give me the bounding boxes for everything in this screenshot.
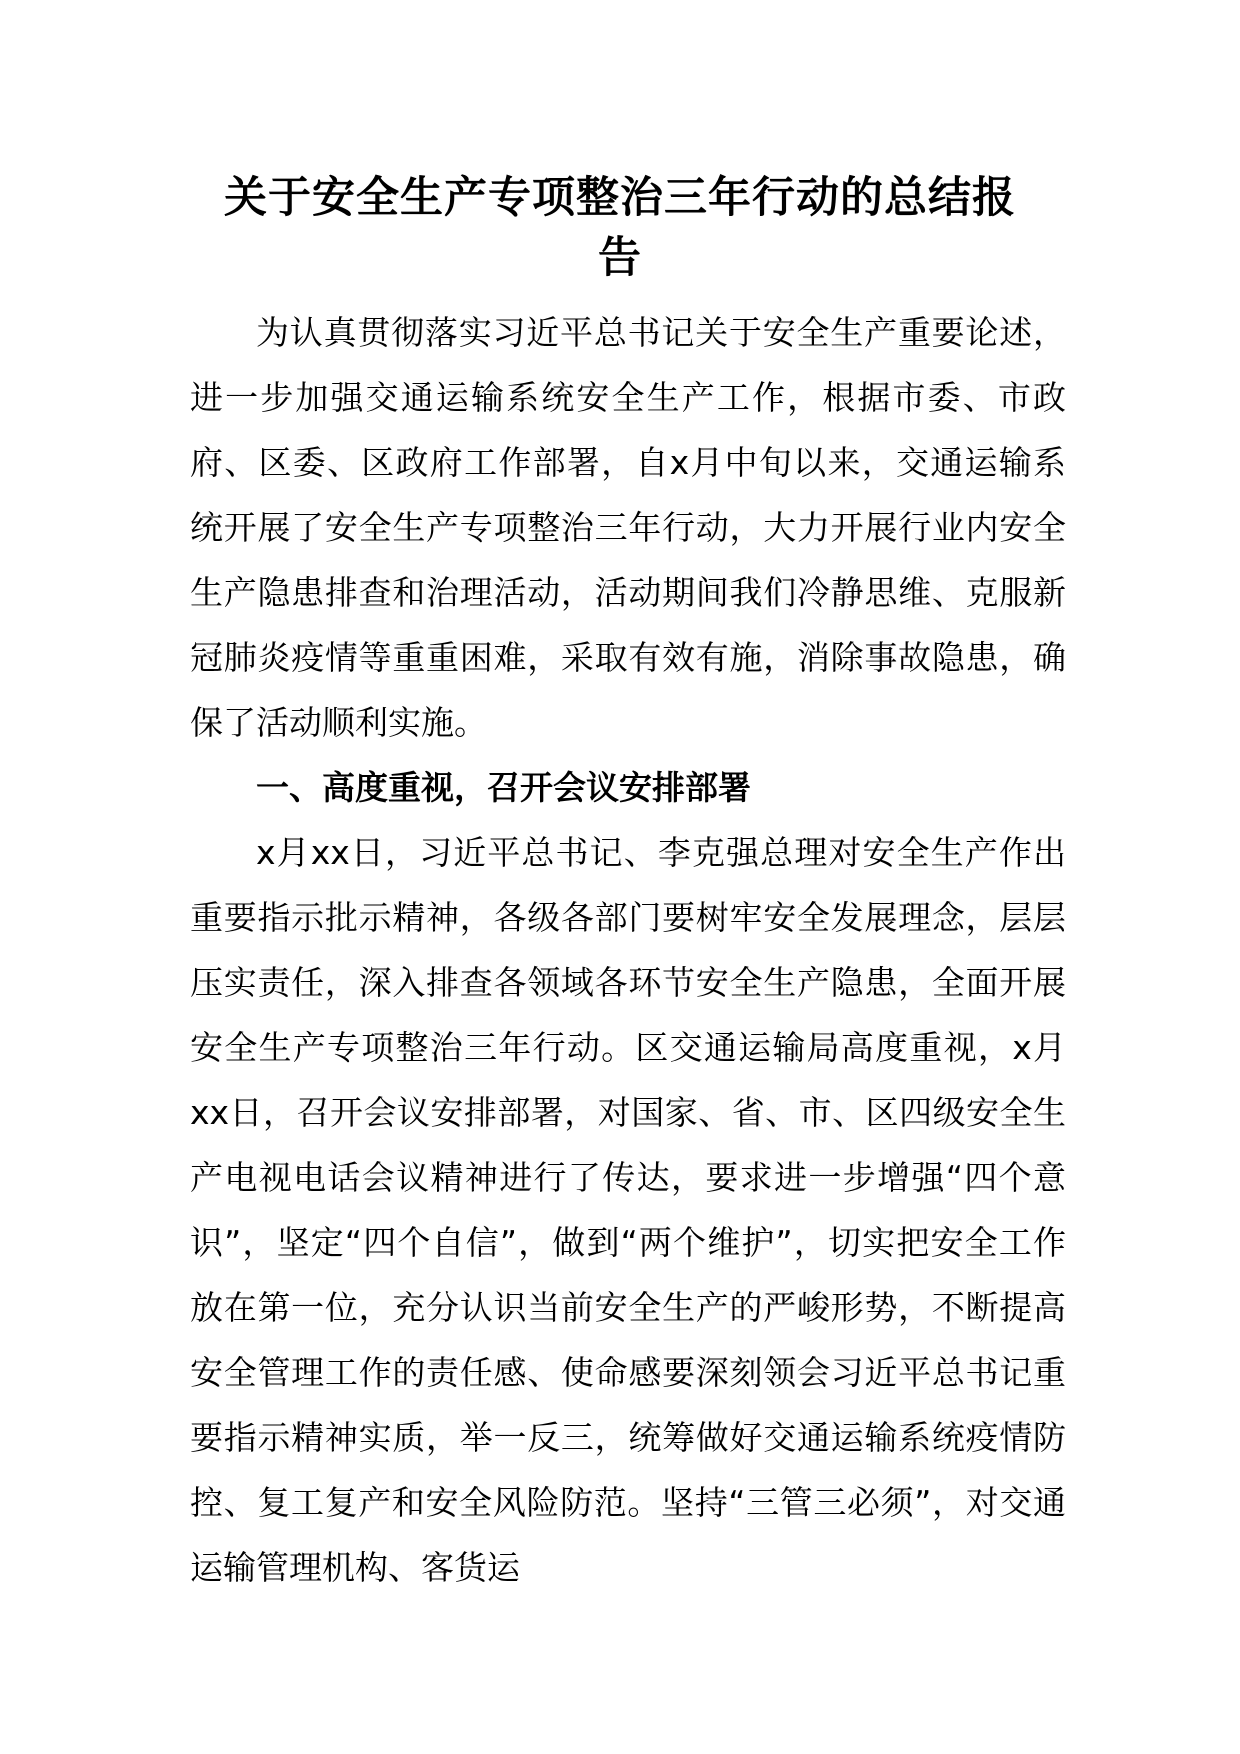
paragraph-intro: 为认真贯彻落实习近平总书记关于安全生产重要论述，进一步加强交通运输系统安全生产工作，根据市委、市政府、区委、区政府工作部署，自x月中旬以来，交通运输系统开展了安全生产专项整治三年行动，大力开展行业内安全生产隐患排查和治理活动，活动期间我们冷静思维、克服新冠肺炎疫情等重重困难，采取有效有施，消除事故隐患，确保了活动顺利实施。 xyxy=(190,313,1066,742)
paragraph-intro-block xyxy=(190,300,1066,755)
paragraph-section-1-block xyxy=(190,820,1066,1600)
section-heading-1: 一、高度重视，召开会议安排部署 xyxy=(256,768,751,807)
paragraph-section-1: x月xx日，习近平总书记、李克强总理对安全生产作出重要指示批示精神，各级各部门要树牢安全发展理念，层层压实责任，深入排查各领域各环节安全生产隐患，全面开展安全生产专项整治三年行动。区交通运输局高度重视，x月xx日，召开会议安排部署，对国家、省、市、区四级安全生产电视电话会议精神进行了传达，要求进一步增强“四个意识”，坚定“四个自信”，做到“两个维护”，切实把安全工作放在第一位，充分认识当前安全生产的严峻形势，不断提高安全管理工作的责任感、使命感要深刻领会习近平总书记重要指示精神实质，举一反三，统筹做好交通运输系统疫情防控、复工复产和安全风险防范。坚持“三管三必须”，对交通运输管理机构、客货运 xyxy=(190,833,1066,1587)
section-heading-block xyxy=(190,755,1066,820)
title-line-2: 告 xyxy=(598,233,642,283)
document-title xyxy=(190,168,1050,288)
title-line-1: 关于安全生产专项整治三年行动的总结报 xyxy=(224,173,1016,223)
